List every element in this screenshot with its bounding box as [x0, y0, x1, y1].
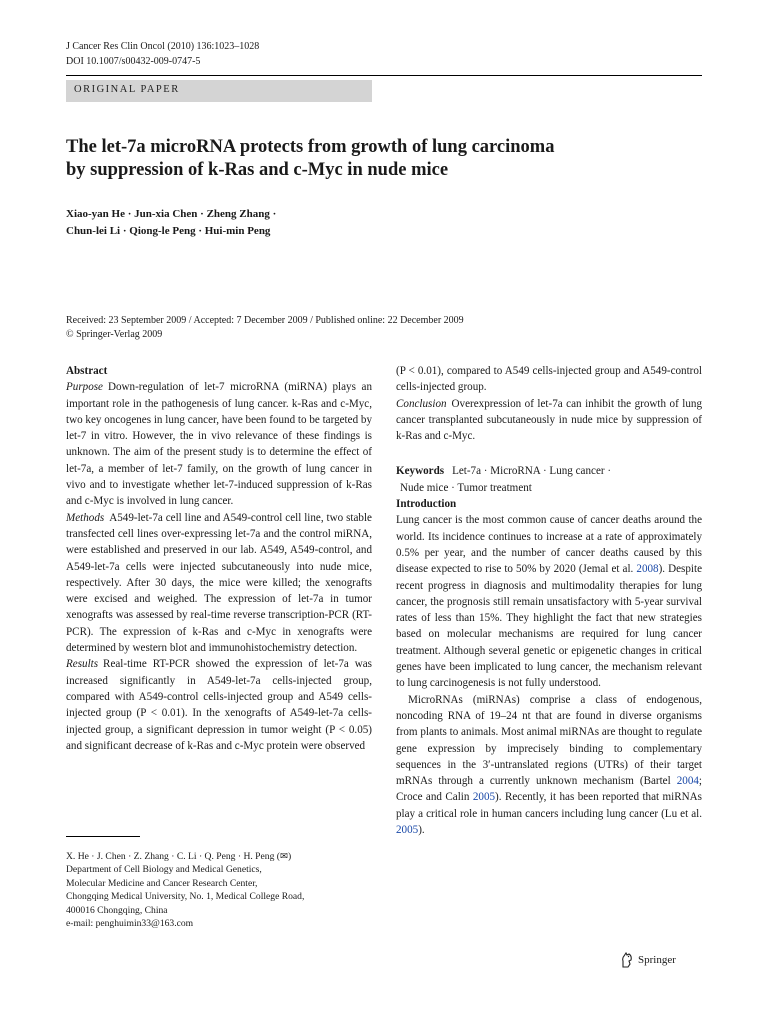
- title-line-1: The let-7a microRNA protects from growth of lung carcinoma: [66, 137, 555, 157]
- conclusion-label: Conclusion: [396, 397, 447, 410]
- abstract-results-continued: (P < 0.01), compared to A549 cells-injected group and A549-control cells-injected group.: [396, 365, 702, 394]
- publisher-name: Springer: [638, 954, 676, 966]
- intro-p2-text-c: ). Recently, it has been reported that miRNAs play a critical role in human cancers including lung cancer (Lu et al.: [396, 791, 702, 820]
- purpose-label: Purpose: [66, 381, 103, 394]
- citation-link[interactable]: 2005: [396, 824, 419, 837]
- title-line-2: by suppression of k-Ras and c-Myc in nude mice: [66, 160, 449, 180]
- citation-link[interactable]: 2005: [472, 791, 496, 804]
- footnote-city: 400016 Chongqing, China: [66, 904, 168, 916]
- authors-line-2: Chun-lei Li · Qiong-le Peng · Hui-min Peng: [66, 224, 271, 237]
- conclusion-text: Overexpression of let-7a can inhibit the growth of lung cancer transplanted subcutaneously in nude mice by suppression of k-Ras and c-Myc.: [396, 397, 702, 443]
- abstract-conclusion: [396, 396, 702, 445]
- abstract-results: [66, 656, 372, 754]
- publication-history: [66, 314, 706, 342]
- intro-p1-text-b: ). Despite recent progress in diagnosis and multimodality therapies for lung cancer, the prognosis still remain unsatisfactory with 5-year survival rates of less than 15%. They highlight the fact that new strategies based on molecular mechanisms are required for lung cancer treatment. Although several genetic or epigenetic changes in critical genes have been implicated to lung cancer, the mechanism relevant to lung carcinogenesis is not fully understood.: [396, 563, 702, 690]
- purpose-text: Down-regulation of let-7 microRNA (miRNA) plays an important role in the pathogenesis of lung cancer. k-Ras and c-Myc, two key oncogenes in lung cancer, have been found to be targeted by let-7 in vitro. However, the in vivo relevance of these findings is unknown. The aim of the present study is to determine the effect of let-7a, a member of let-7 family, on the growth of lung cancer in vivo and to investigate whether let-7-induced suppression of k-Ras and c-Myc is involved in lung cancer.: [66, 381, 372, 508]
- methods-label: Methods: [66, 511, 105, 524]
- article-type-band: [66, 80, 372, 102]
- author-affiliation-footnote: [66, 850, 372, 930]
- intro-p2-text-d: ).: [418, 824, 425, 837]
- introduction-heading: Introduction: [396, 498, 457, 511]
- footnote-rule: [66, 836, 140, 837]
- keywords-label: Keywords: [396, 465, 445, 478]
- keywords-block: [396, 463, 702, 496]
- authors-line-1: Xiao-yan He · Jun-xia Chen · Zheng Zhang ·: [66, 208, 277, 220]
- footnote-center: Molecular Medicine and Cancer Research Center,: [66, 877, 258, 889]
- footnote-email: e-mail: penghuimin33@163.com: [66, 918, 194, 930]
- keywords-line-2: Nude mice · Tumor treatment: [400, 481, 532, 494]
- left-column: [66, 363, 372, 754]
- doi: DOI 10.1007/s00432-009-0747-5: [66, 55, 201, 67]
- journal-citation: J Cancer Res Clin Oncol (2010) 136:1023–1028: [66, 41, 260, 52]
- author-list: [66, 206, 486, 239]
- citation-link[interactable]: 2008: [636, 563, 659, 576]
- article-type-label: ORIGINAL PAPER: [74, 84, 180, 95]
- footnote-authors: X. He · J. Chen · Z. Zhang · C. Li · Q. Peng · H. Peng (✉): [66, 851, 292, 862]
- header-rule: [66, 75, 702, 76]
- right-column: [396, 363, 702, 838]
- footnote-dept: Department of Cell Biology and Medical Genetics,: [66, 864, 262, 876]
- results-text: Real-time RT-PCR showed the expression of let-7a was increased significantly in A549-let-7a cells-injected group, compared with A549-control cells-injected group and A549 cells-injected group (P < 0.01). In the xenografts of A549-let-7a cells-injected group, a significant depression in tumor weight (P < 0.05) and significant decrease of k-Ras and c-Myc protein were observed: [66, 658, 372, 752]
- journal-header: [66, 40, 259, 69]
- intro-p1-text-a: Lung cancer is the most common cause of cancer deaths around the world. Its incidence continues to increase at a rate of approximately 0.5% per year, and the number of cancer deaths caused by this disease expected to rise to 50% by 2020 (Jemal et al.: [396, 514, 702, 576]
- results-label: Results: [66, 658, 99, 671]
- citation-link[interactable]: 2004: [676, 775, 699, 788]
- intro-paragraph-2: [396, 692, 702, 839]
- abstract-methods: [66, 510, 372, 657]
- copyright-line: © Springer-Verlag 2009: [66, 329, 163, 340]
- intro-p2-text-b: ; Croce and Calin: [396, 775, 702, 804]
- keywords-line-1: [396, 463, 702, 479]
- publisher-footer: [620, 952, 676, 968]
- keywords-first: Let-7a · MicroRNA · Lung cancer ·: [452, 465, 612, 478]
- intro-p2-text-a: MicroRNAs (miRNAs) comprise a class of endogenous, noncoding RNA of 19–24 nt that are found in diverse organisms from plants to animals. Most animal miRNAs are thought to regulate gene expression by imprecisely binding to complementary sequences in the 3′-untranslated regions (UTRs) of their target mRNAs through a currently unknown mechanism (Bartel: [396, 693, 702, 788]
- dates-line: Received: 23 September 2009 / Accepted: 7 December 2009 / Published online: 22 December 2009: [66, 315, 464, 326]
- intro-paragraph-1: [396, 512, 702, 691]
- abstract-purpose: [66, 379, 372, 509]
- springer-horse-icon: [620, 952, 634, 968]
- methods-text: A549-let-7a cell line and A549-control cell line, two stable transfected cell lines over-expressing let-7a and the control miRNA, were established and preserved in our lab. A549, A549-control, and A549-let-7a cells were injected subcutaneously into nude mice, respectively. After 30 days, the mice were killed; the xenografts were excised and weighed. The expression of let-7a in tumor xenografts was assessed by real-time reverse transcription-PCR (RT-PCR). The expression of k-Ras and c-Myc in xenografts were determined by western blot and immunohistochemistry detection.: [66, 511, 372, 655]
- paper-title: [66, 136, 706, 182]
- abstract-heading: Abstract: [66, 365, 108, 377]
- footnote-university: Chongqing Medical University, No. 1, Medical College Road,: [66, 891, 305, 903]
